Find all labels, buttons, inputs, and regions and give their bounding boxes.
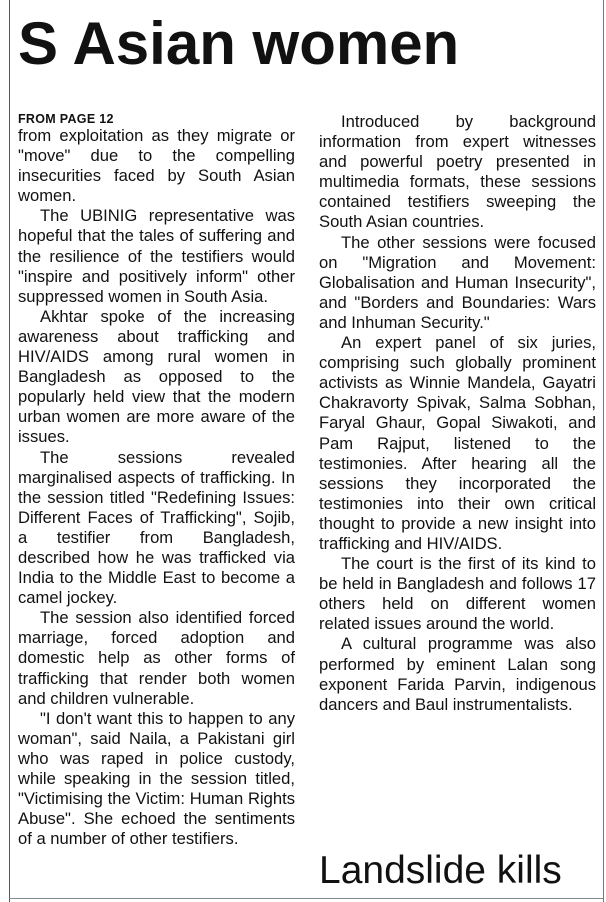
right-column (319, 112, 596, 715)
left-column (18, 112, 295, 849)
paragraph: A cultural programme was also performed by eminent Lalan song exponent Farida Parvin, indigenous dancers and Baul instrumentalists. (319, 634, 596, 714)
paragraph: from exploitation as they migrate or "move" due to the compelling insecurities faced by South Asian women. (18, 126, 295, 206)
next-article-headline: Landslide kills (319, 849, 562, 892)
article-headline: S Asian women (18, 10, 460, 77)
paragraph: An expert panel of six juries, comprising such globally prominent activists as Winnie Mandela, Gayatri Chakravorty Spivak, Salma Sobhan, Faryal Ghaur, Gopal Siwakoti, and Pam Rajput, listened to the testimonies. After hearing all the sessions they incorporated the testimonies into their own critical thought to provide a new insight into trafficking and HIV/AIDS. (319, 333, 596, 553)
paragraph: The session also identified forced marriage, forced adoption and domestic help as other forms of trafficking that render both women and children vulnerable. (18, 608, 295, 708)
left-border-rule (9, 0, 10, 902)
paragraph: Introduced by background information from expert witnesses and powerful poetry presented in multimedia formats, these sessions contained testifiers sweeping the South Asian countries. (319, 112, 596, 232)
paragraph: Akhtar spoke of the increasing awareness about trafficking and HIV/AIDS among rural women in Bangladesh as opposed to the popularly held view that the modern urban women are more aware of the issues. (18, 306, 295, 447)
right-border-rule (603, 0, 604, 902)
paragraph: The other sessions were focused on "Migration and Movement: Globalisation and Human Insecurity", and "Borders and Boundaries: Wars and Inhuman Security." (319, 232, 596, 332)
paragraph: "I don't want this to happen to any woman", said Naila, a Pakistani girl who was raped in police custody, while speaking in the session titled, "Victimising the Victim: Human Rights Abuse". She echoed the sentiments of a number of other testifiers. (18, 708, 295, 849)
paragraph: The court is the first of its kind to be held in Bangladesh and follows 17 others held on different women related issues around the world. (319, 554, 596, 634)
continuation-kicker: FROM PAGE 12 (18, 112, 114, 126)
paragraph: The sessions revealed marginalised aspects of trafficking. In the session titled "Redefining Issues: Different Faces of Trafficking", Sojib, a testifier from Bangladesh, described how he was trafficked via India to the Middle East to become a camel jockey. (18, 447, 295, 608)
bottom-border-rule (9, 898, 603, 899)
paragraph: The UBINIG representative was hopeful that the tales of suffering and the resilience of the testifiers would "inspire and positively inform" other suppressed women in South Asia. (18, 206, 295, 306)
